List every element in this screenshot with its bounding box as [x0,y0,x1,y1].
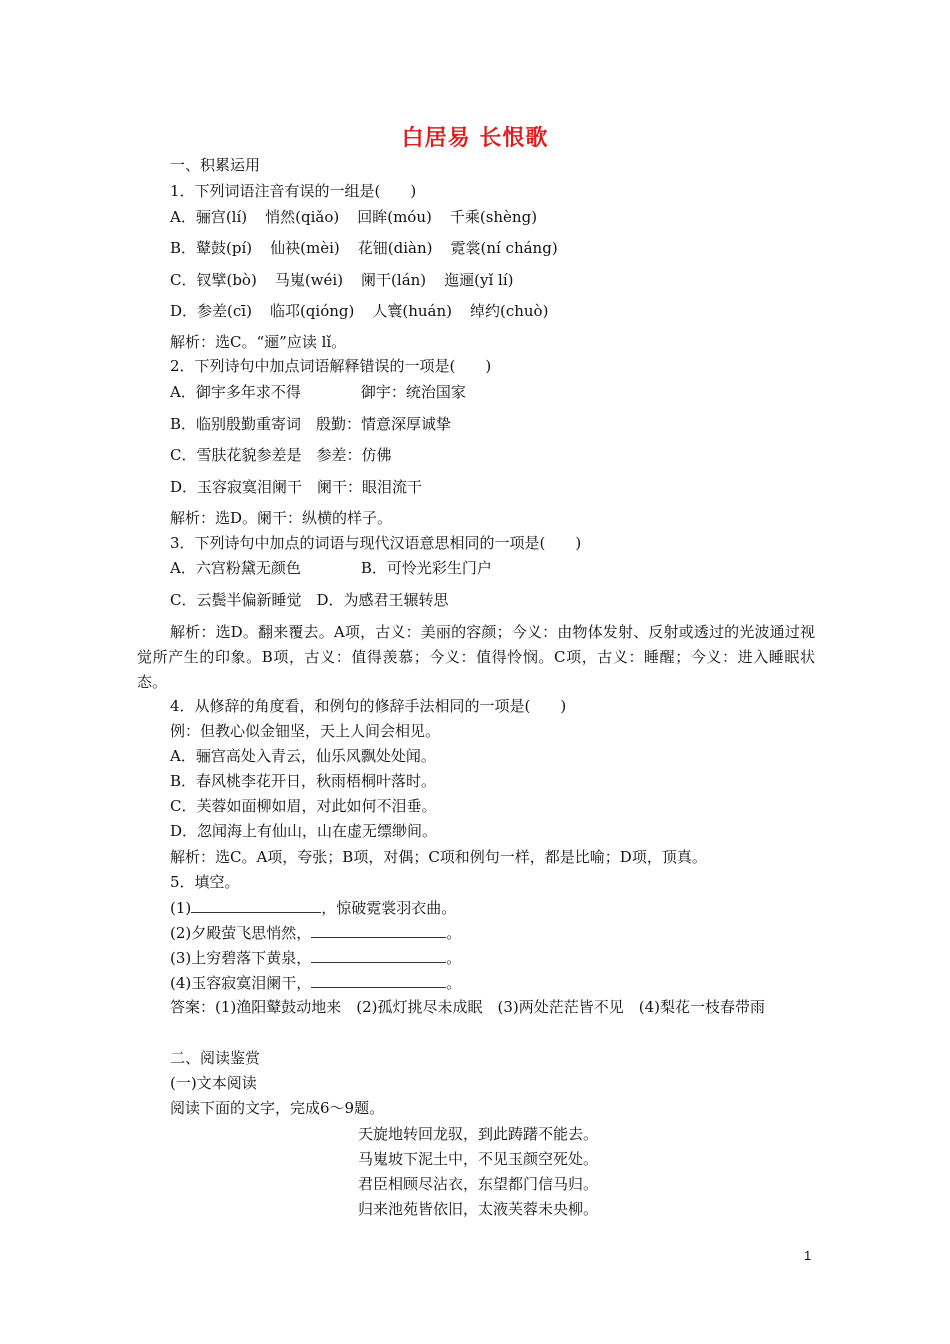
answer-blank [191,898,321,913]
q5-answer: 答案：(1)渔阳鼙鼓动地来 (2)孤灯挑尽未成眠 (3)两处茫茫皆不见 (4)梨花一枝春带雨 [170,998,765,1016]
q5-fill-2-text: (2)夕殿萤飞思悄然， [170,924,312,942]
poem-line: 马嵬坡下泥土中，不见玉颜空死处。 [358,1150,599,1168]
q1-d-4: 绰约(chuò) [469,302,549,320]
q5-fill-2 [170,923,461,943]
q1-c-3: 阑干(lán) [361,271,427,289]
reading-instruction: 阅读下面的文字，完成6～9题。 [170,1099,385,1117]
q1-b-3: 花钿(diàn) [357,239,433,257]
q2-option-d: D．玉容寂寞泪阑干 阑干：眼泪流干 [170,478,423,496]
q3-options-ab: A．六宫粉黛无颜色 B．可怜光彩生门户 [170,559,492,577]
q4-option-d: D．忽闻海上有仙山，山在虚无缥缈间。 [170,822,438,840]
q3-options-cd: C．云鬓半偏新睡觉 D．为感君王辗转思 [170,591,449,609]
page-title: 白居易 长恨歌 [401,125,549,151]
q1-c-4: 迤逦(yǐ lí) [444,271,514,289]
q1-b-2: 仙袂(mèi) [270,239,340,257]
q1-option-a [170,207,555,227]
q5-fill-4-end: 。 [446,974,462,992]
q5-fill-1 [170,898,456,918]
answer-blank [311,923,446,938]
q1-a-4: 千乘(shèng) [449,208,538,226]
q5-fill-3 [170,948,461,968]
q5-fill-1-text: ，惊破霓裳羽衣曲。 [321,899,457,917]
q4-example: 例：但教心似金钿坚，天上人间会相见。 [170,722,441,740]
subsection-heading: (一)文本阅读 [170,1074,257,1092]
q1-c-2: 马嵬(wéi) [274,271,344,289]
q2-option-b: B．临别殷勤重寄词 殷勤：情意深厚诚挚 [170,415,452,433]
q5-stem: 5．填空。 [170,873,240,891]
q1-a-3: 回眸(móu) [357,208,432,226]
q5-fill-1-label: (1) [170,899,192,917]
q1-c-1: C．钗擘(bò) [170,271,257,289]
q1-a-1: A．骊宫(lí) [170,208,248,226]
q1-option-d [170,301,566,321]
q1-d-1: D．参差(cī) [170,302,252,320]
q2-option-c: C．雪肤花貌参差是 参差：仿佛 [170,446,392,464]
q4-option-c: C．芙蓉如面柳如眉，对此如何不泪垂。 [170,797,437,815]
q1-b-4: 霓裳(ní cháng) [450,239,558,257]
q5-fill-3-text: (3)上穷碧落下黄泉， [170,949,312,967]
poem-line: 归来池苑皆依旧，太液芙蓉未央柳。 [358,1200,599,1218]
q2-option-a: A．御宇多年求不得 御宇：统治国家 [170,383,466,401]
q1-answer: 解析：选C。“逦”应读 lǐ。 [170,333,347,351]
section-heading-1: 一、积累运用 [170,156,261,174]
q5-fill-4 [170,973,461,993]
q2-answer: 解析：选D。阑干：纵横的样子。 [170,509,393,527]
q1-b-1: B．鼙鼓(pí) [170,239,253,257]
q4-stem: 4．从修辞的角度看，和例句的修辞手法相同的一项是( ) [170,697,567,715]
q1-stem: 1．下列词语注音有误的一组是( ) [170,182,417,200]
q5-fill-4-text: (4)玉容寂寞泪阑干， [170,974,312,992]
page-number: 1 [804,1248,812,1263]
q5-fill-2-end: 。 [446,924,462,942]
answer-blank [311,973,446,988]
poem-line: 天旋地转回龙驭，到此踌躇不能去。 [358,1125,599,1143]
q1-d-3: 人寰(huán) [372,302,452,320]
q3-stem: 3．下列诗句中加点的词语与现代汉语意思相同的一项是( ) [170,534,582,552]
answer-blank [311,948,446,963]
q1-d-2: 临邛(qióng) [269,302,355,320]
q1-option-b [170,238,576,258]
q1-a-2: 悄然(qiǎo) [265,208,340,226]
q4-option-a: A．骊宫高处入青云，仙乐风飘处处闻。 [170,747,436,765]
q5-fill-3-end: 。 [446,949,462,967]
q4-answer: 解析：选C。A项，夸张；B项，对偶；C项和例句一样，都是比喻；D项，顶真。 [170,848,707,866]
q4-option-b: B．春风桃李花开日，秋雨梧桐叶落时。 [170,772,437,790]
poem-line: 君臣相顾尽沾衣，东望都门信马归。 [358,1175,599,1193]
q2-stem: 2．下列诗句中加点词语解释错误的一项是( ) [170,357,492,375]
q1-option-c [170,270,532,290]
section-heading-2: 二、阅读鉴赏 [170,1049,261,1067]
q3-answer: 解析：选D。翻来覆去。A项，古义：美丽的容颜；今义：由物体发射、反射或透过的光波通过视觉所产生的印象。B项，古义：值得羡慕；今义：值得怜悯。C项，古义：睡醒；今义：进入睡眠状态。 [137,623,815,691]
